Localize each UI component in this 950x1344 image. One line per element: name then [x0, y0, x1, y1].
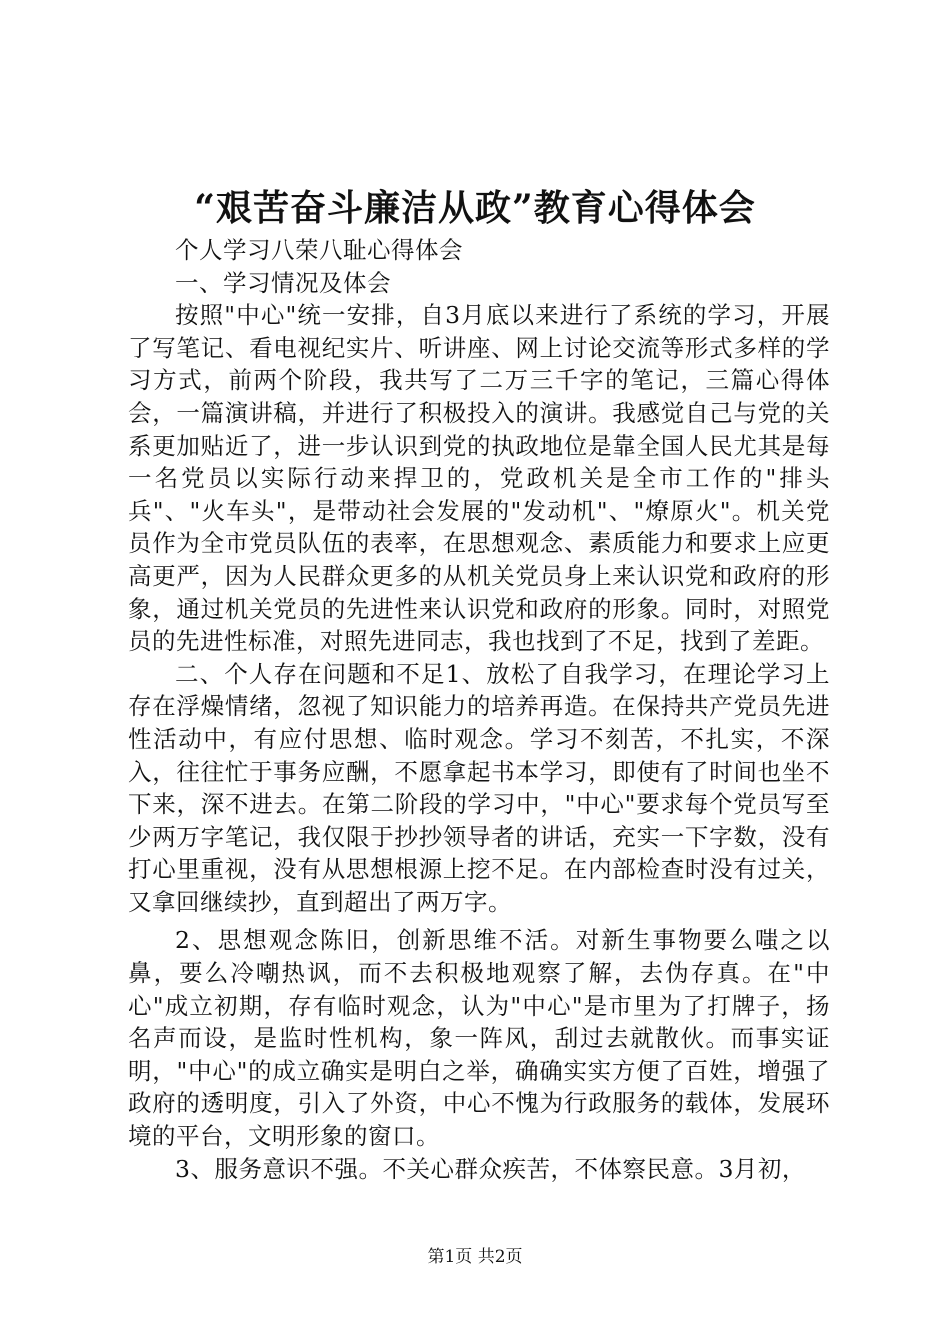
document-title: “艰苦奋斗廉洁从政”教育心得体会	[194, 187, 756, 229]
document-body	[128, 234, 830, 1185]
paragraph-section-heading: 一、学习情况及体会	[175, 268, 391, 297]
paragraph-thinking: 2、思想观念陈旧，创新思维不活。对新生事物要么嗤之以鼻，要么冷嘲热讽，而不去积极地观察了解，去伪存真。在"中心"成立初期，存有临时观念，认为"中心"是市里为了打牌子，扬名声而设，是监时性机构，象一阵风，刮过去就散伙。而事实证明，"中心"的成立确实是明白之举，确确实实方便了百姓，增强了政府的透明度，引入了外资，中心不愧为行政服务的载体，发展环境的平台，文明形象的窗口。	[128, 926, 830, 1151]
page-footer: 第1页 共2页	[427, 1247, 523, 1267]
paragraph-subtitle: 个人学习八荣八耻心得体会	[175, 236, 463, 264]
paragraph-study-summary: 按照"中心"统一安排，自3月底以来进行了系统的学习，开展了写笔记、看电视纪实片、听讲座、网上讨论交流等形式多样的学习方式，前两个阶段，我共写了二万三千字的笔记，三篇心得体会，一篇演讲稿，并进行了积极投入的演讲。我感觉自己与党的关系更加贴近了，进一步认识到党的执政地位是靠全国人民尤其是每一名党员以实际行动来捍卫的，党政机关是全市工作的"排头兵"、"火车头"，是带动社会发展的"发动机"、"燎原火"。机关党员作为全市党员队伍的表率，在思想观念、素质能力和要求上应更高更严，因为人民群众更多的从机关党员身上来认识党和政府的形象，通过机关党员的先进性来认识党和政府的形象。同时，对照党员的先进性标准，对照先进同志，我也找到了不足，找到了差距。	[128, 301, 830, 656]
paragraph-service: 3、服务意识不强。不关心群众疾苦，不体察民意。3月初，	[175, 1154, 806, 1183]
paragraph-problems: 二、个人存在问题和不足1、放松了自我学习，在理论学习上存在浮燥情绪，忽视了知识能力的培养再造。在保持共产党员先进性活动中，有应付思想、临时观念。学习不刻苦，不扎实，不深入，往往忙于事务应酬，不愿拿起书本学习，即使有了时间也坐不下来，深不进去。在第二阶段的学习中，"中心"要求每个党员写至少两万字笔记，我仅限于抄抄领导者的讲话，充实一下字数，没有打心里重视，没有从思想根源上挖不足。在内部检查时没有过关，又拿回继续抄，直到超出了两万字。	[128, 659, 830, 916]
